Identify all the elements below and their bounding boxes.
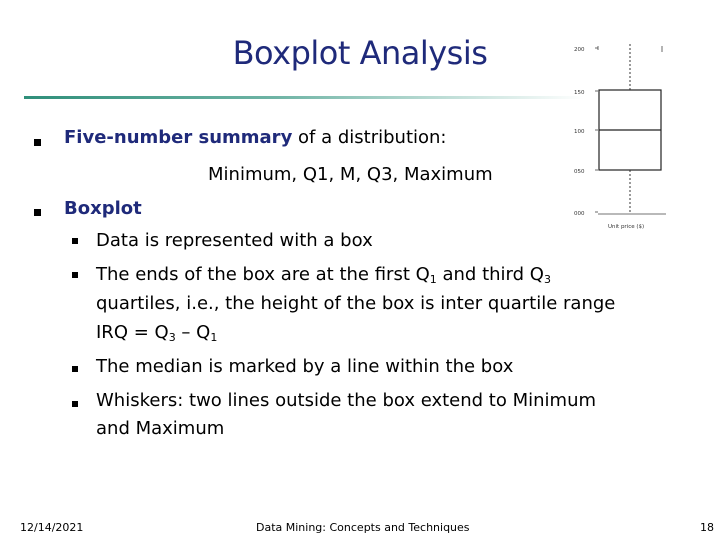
y-tick-label: 100: [574, 129, 585, 135]
boxplot-figure: [566, 38, 676, 234]
y-tick-label: 050: [574, 169, 585, 175]
sub-bullet-median: The median is marked by a line within the box: [96, 356, 514, 377]
sub-bullet-quartiles-line1: [96, 260, 551, 289]
bullet-marker: [34, 139, 41, 146]
sub-bullet-whiskers-line1: Whiskers: two lines outside the box extend to Minimum: [96, 390, 597, 411]
subscript: 3: [543, 273, 551, 286]
bold-phrase: Five-number summary: [64, 127, 293, 148]
footer-title: Data Mining: Concepts and Techniques: [256, 521, 470, 534]
sub-bullet-marker: [72, 401, 78, 407]
subscript: 1: [429, 273, 437, 286]
text-part: and third Q: [436, 264, 544, 285]
bold-phrase: Boxplot: [64, 198, 142, 219]
slide-title: Boxplot Analysis: [232, 34, 488, 72]
bullet-five-number-summary: [64, 123, 446, 152]
sub-bullet-box: Data is represented with a box: [96, 230, 373, 251]
sub-bullet-quartiles-line3: [96, 318, 217, 347]
sub-bullet-marker: [72, 272, 78, 278]
sub-bullet-quartiles-line2: quartiles, i.e., the height of the box is inter quartile range: [96, 293, 616, 314]
sub-bullet-marker: [72, 366, 78, 372]
bullet-rest: of a distribution:: [292, 127, 447, 148]
x-axis-label: Unit price ($): [608, 224, 645, 230]
sub-bullet-whiskers-line2: and Maximum: [96, 418, 225, 439]
subscript: 1: [210, 331, 218, 344]
title-divider: [24, 96, 584, 99]
y-tick-label: 000: [574, 211, 585, 217]
y-tick-label: 200: [574, 47, 585, 53]
subscript: 3: [168, 331, 176, 344]
bullet-boxplot: [64, 194, 142, 223]
five-number-list: Minimum, Q1, M, Q3, Maximum: [208, 164, 493, 185]
sub-bullet-marker: [72, 238, 78, 244]
bullet-marker: [34, 209, 41, 216]
text-part: The ends of the box are at the first Q: [96, 264, 430, 285]
text-part: – Q: [175, 322, 211, 343]
page-number: 18: [700, 521, 714, 534]
footer-date: 12/14/2021: [20, 521, 84, 534]
y-tick-label: 150: [574, 90, 585, 96]
text-part: IRQ = Q: [96, 322, 169, 343]
